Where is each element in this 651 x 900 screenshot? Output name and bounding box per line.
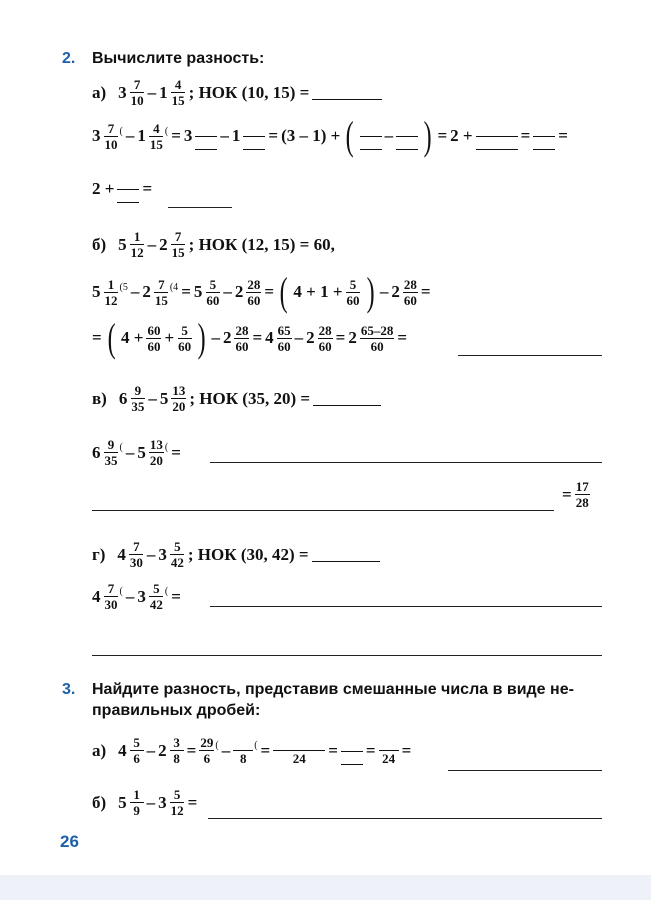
whole: 5 — [118, 792, 127, 812]
label: б) — [92, 792, 107, 812]
task-2b-header — [92, 230, 338, 259]
task-2c-solution — [92, 438, 184, 467]
multiplier-mark: ( — [119, 586, 123, 597]
minus-sign: – — [223, 282, 232, 301]
whole: 5 — [159, 388, 169, 408]
multiplier-mark: ( — [119, 442, 123, 453]
whole: 3 — [158, 792, 167, 812]
fraction[interactable]: 24 — [273, 736, 325, 765]
fraction: $\frac{7}{30}$ — [104, 581, 118, 612]
blank-fraction[interactable] — [396, 122, 418, 150]
fraction: $\frac{65}{60}$ — [277, 322, 291, 354]
whole: 2 — [234, 282, 244, 301]
fraction: $\frac{13}{20}$ — [172, 383, 186, 414]
multiplier-mark: ( — [254, 740, 258, 751]
fraction: $\frac{7}{15}$ — [154, 276, 168, 308]
minus-sign: – — [148, 388, 157, 408]
whole: 2 — [348, 328, 357, 347]
task-2a-solution — [92, 113, 571, 158]
whole: 1 — [137, 126, 146, 145]
multiplier-mark: ( — [164, 442, 169, 453]
fraction: $\frac{1}{12}$ — [104, 276, 118, 308]
nok-expression: ; НОК (30, 42) = — [187, 544, 309, 564]
multiplier-mark: ( — [164, 586, 169, 597]
equals-sign: = — [562, 484, 572, 504]
grouping: (3 – 1) + — [281, 126, 341, 145]
task-2-title: Вычислите разность: — [92, 50, 265, 67]
fraction: $\frac{7}{10}$ — [104, 120, 118, 152]
multiplier-mark: ( — [119, 125, 123, 137]
equals-sign: = — [252, 328, 263, 347]
whole: 2 — [391, 282, 400, 301]
fraction: $\frac{28}{60}$ — [318, 322, 332, 354]
minus-sign: – — [211, 328, 220, 347]
plus-sign: + — [164, 328, 175, 347]
fraction: $\frac{4}{15}$ — [171, 77, 185, 108]
blank-fraction[interactable] — [533, 122, 555, 150]
equals-sign: = — [397, 328, 408, 347]
minus-sign: – — [220, 126, 229, 145]
grouping: 4 + 1 + — [293, 282, 343, 301]
equals-sign: = — [171, 442, 181, 462]
equals-sign: = — [171, 586, 181, 606]
fraction: $\frac{5}{12}$ — [170, 787, 184, 818]
equals-sign: = — [92, 328, 102, 347]
fraction: $\frac{65-28}{60}$ — [360, 322, 394, 354]
whole: 1 — [159, 82, 168, 102]
label: а) — [92, 82, 107, 102]
fraction: $\frac{7}{10}$ — [130, 77, 144, 108]
equals-sign: = — [365, 740, 376, 760]
fraction: $\frac{17}{28}$ — [575, 479, 589, 510]
whole: 3 — [92, 126, 101, 145]
answer-blank[interactable] — [313, 391, 381, 406]
fraction: $\frac{1}{9}$ — [130, 788, 144, 817]
task-3a — [92, 736, 414, 765]
whole: 6 — [118, 388, 128, 408]
fraction: $\frac{5}{42}$ — [170, 539, 184, 570]
fraction: $\frac{3}{8}$ — [170, 736, 184, 765]
minus-sign: – — [125, 442, 135, 462]
fraction: $\frac{28}{60}$ — [247, 276, 261, 308]
task-2d-solution — [92, 582, 184, 611]
equals-sign: = — [186, 740, 197, 760]
task-2d-header — [92, 540, 383, 569]
blank-fraction[interactable] — [195, 122, 217, 150]
task-2c-answer — [562, 480, 593, 509]
whole: 1 — [231, 126, 241, 145]
left-paren: ( — [279, 269, 288, 314]
minus-sign: – — [146, 544, 156, 564]
right-paren: ) — [197, 315, 206, 360]
whole: 5 — [137, 442, 146, 462]
whole: 4 — [92, 586, 101, 606]
minus-sign: – — [147, 82, 157, 102]
task-3b — [92, 788, 200, 817]
right-paren: ) — [423, 113, 432, 158]
whole: 2 — [142, 282, 151, 301]
whole: 4 — [265, 328, 274, 347]
task-2b-solution-2 — [92, 315, 410, 360]
equals-sign: = — [268, 126, 279, 145]
equals-sign: = — [264, 282, 275, 301]
answer-line[interactable] — [448, 770, 602, 771]
answer-line[interactable] — [210, 462, 602, 463]
multiplier-mark: (5 — [119, 281, 128, 293]
task-3-title-line-2: правильных дробей: — [92, 702, 261, 719]
blank-fraction[interactable] — [476, 122, 518, 150]
fraction: $\frac{5}{60}$ — [346, 276, 360, 308]
minus-sign: – — [294, 328, 304, 347]
task-2a-header — [92, 78, 385, 107]
equals-sign: = — [520, 126, 531, 145]
task-2b-solution-1 — [92, 269, 434, 314]
whole: 3 — [137, 586, 146, 606]
fraction: $\frac{5}{42}$ — [149, 581, 163, 612]
multiplier-mark: (4 — [169, 281, 179, 293]
fraction: $\frac{29}{6}$ — [200, 735, 214, 766]
equals-sign: = — [328, 740, 338, 760]
label: б) — [92, 234, 107, 254]
answer-line[interactable] — [208, 818, 602, 819]
minus-sign: – — [146, 740, 156, 760]
minus-sign: – — [125, 586, 135, 606]
fraction: $\frac{5}{60}$ — [206, 276, 220, 308]
answer-blank[interactable] — [312, 85, 382, 100]
whole: 5 — [118, 234, 127, 254]
two-plus: 2 + — [92, 179, 115, 198]
whole: 4 — [117, 544, 126, 564]
blank-fraction[interactable] — [243, 122, 265, 150]
label: а) — [92, 740, 107, 760]
equals-sign: = — [437, 126, 448, 145]
whole: 2 — [222, 328, 232, 347]
blank-fraction[interactable] — [117, 175, 139, 203]
fraction: 8 — [233, 736, 253, 765]
left-paren: ( — [107, 315, 116, 360]
whole: 2 — [158, 740, 167, 760]
whole: 5 — [193, 282, 203, 301]
answer-line[interactable] — [92, 655, 602, 656]
multiplier-mark: ( — [215, 740, 219, 751]
blank-fraction[interactable] — [360, 122, 382, 150]
grouping: 4 + — [121, 328, 144, 347]
minus-sign: – — [146, 792, 156, 812]
nok-expression: ; НОК (12, 15) = 60, — [188, 234, 335, 254]
equals-sign: = — [335, 328, 346, 347]
whole: 3 — [183, 126, 193, 145]
fraction: $\frac{4}{15}$ — [149, 120, 163, 152]
minus-sign: – — [125, 126, 135, 145]
task-2c-header — [92, 384, 384, 413]
page-bottom-band — [0, 875, 651, 900]
task-2-number: 2. — [62, 50, 76, 67]
equals-sign: = — [558, 126, 568, 145]
task-3-title-line-1: Найдите разность, представив смешанные числа в виде не- — [92, 681, 574, 698]
whole: 4 — [118, 740, 127, 760]
task-2a-result — [92, 175, 155, 203]
fraction: $\frac{1}{12}$ — [130, 229, 144, 260]
whole: 5 — [92, 282, 101, 301]
fraction: $\frac{7}{30}$ — [129, 539, 143, 570]
answer-line[interactable] — [92, 510, 554, 511]
minus-sign: – — [221, 740, 231, 760]
fraction: $\frac{28}{60}$ — [235, 322, 249, 354]
answer-line[interactable] — [168, 207, 232, 208]
nok-expression: ; НОК (35, 20) = — [189, 388, 311, 408]
whole: 6 — [92, 442, 101, 462]
fraction: $\frac{60}{60}$ — [147, 322, 161, 354]
whole: 2 — [159, 234, 168, 254]
fraction: $\frac{7}{15}$ — [171, 229, 185, 260]
page-number: 26 — [60, 832, 79, 851]
whole: 3 — [118, 82, 127, 102]
label: г) — [92, 544, 106, 564]
fraction: $\frac{28}{60}$ — [403, 276, 417, 308]
left-paren: ( — [345, 113, 354, 158]
task-3-number: 3. — [62, 681, 76, 698]
equals-sign: = — [181, 282, 191, 301]
minus-sign: – — [147, 234, 157, 254]
label: в) — [92, 388, 107, 408]
equals-sign: = — [142, 179, 153, 198]
blank-fraction[interactable] — [341, 737, 363, 765]
equals-sign: = — [260, 740, 271, 760]
minus-sign: – — [130, 282, 140, 301]
equals-sign: = — [401, 740, 412, 760]
answer-line[interactable] — [458, 355, 602, 356]
multiplier-mark: ( — [164, 125, 169, 137]
two-plus: 2 + — [450, 126, 473, 145]
minus-sign: – — [384, 126, 394, 145]
nok-expression: ; НОК (10, 15) = — [188, 82, 310, 102]
fraction[interactable]: 24 — [379, 736, 399, 765]
equals-sign: = — [187, 792, 198, 812]
fraction: $\frac{9}{35}$ — [104, 437, 118, 468]
fraction: $\frac{5}{6}$ — [130, 736, 144, 765]
right-paren: ) — [366, 269, 375, 314]
fraction: $\frac{5}{60}$ — [178, 322, 192, 354]
equals-sign: = — [171, 126, 181, 145]
answer-blank[interactable] — [312, 547, 380, 562]
whole: 2 — [306, 328, 315, 347]
fraction: $\frac{9}{35}$ — [131, 383, 145, 414]
equals-sign: = — [420, 282, 431, 301]
whole: 3 — [158, 544, 167, 564]
answer-line[interactable] — [210, 606, 602, 607]
fraction: $\frac{13}{20}$ — [149, 437, 163, 468]
minus-sign: – — [379, 282, 389, 301]
